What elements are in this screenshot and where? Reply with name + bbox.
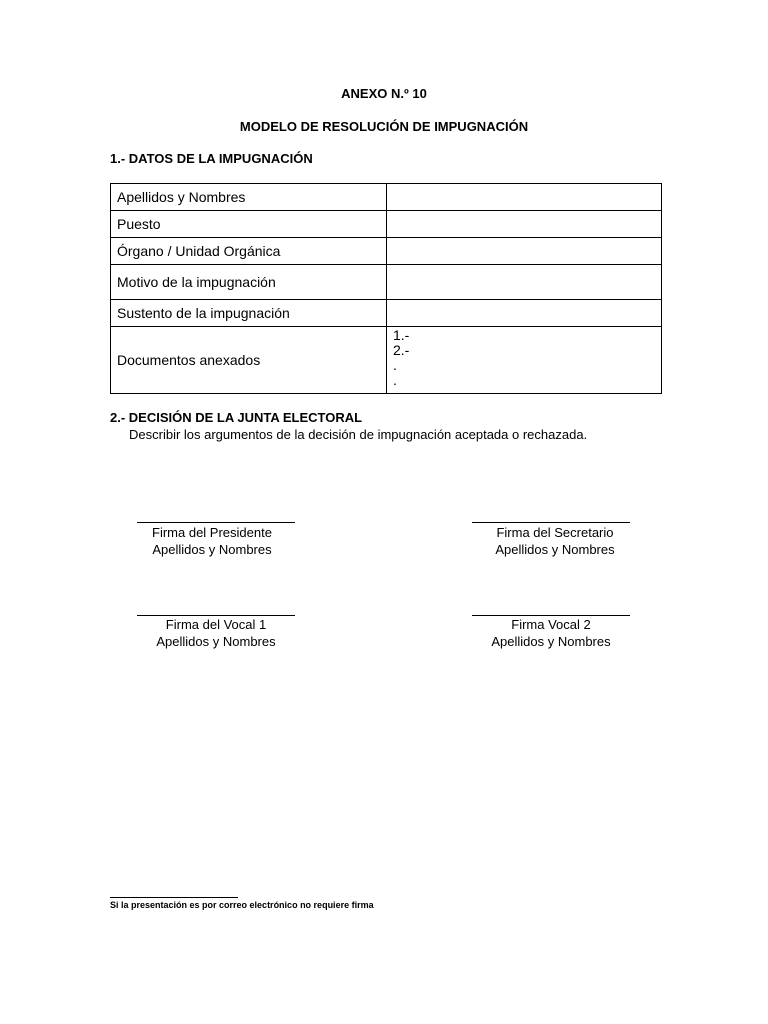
signature-block-presidente (112, 524, 312, 558)
signature-name: Apellidos y Nombres (491, 634, 611, 649)
signature-name: Apellidos y Nombres (152, 542, 272, 557)
row-label: Motivo de la impugnación (111, 265, 387, 300)
row-value-field[interactable] (387, 238, 662, 265)
row-label: Sustento de la impugnación (111, 300, 387, 327)
list-item: 1.- (393, 327, 410, 343)
row-label: Puesto (111, 211, 387, 238)
table-row (111, 238, 662, 265)
signature-role: Firma del Secretario (496, 525, 614, 540)
table-row (111, 300, 662, 327)
document-title: MODELO DE RESOLUCIÓN DE IMPUGNACIÓN (239, 119, 529, 134)
row-value-field[interactable] (387, 300, 662, 327)
row-value-field[interactable] (387, 211, 662, 238)
row-label: Órgano / Unidad Orgánica (111, 238, 387, 265)
signature-role: Firma del Vocal 1 (165, 617, 267, 632)
list-item: . (393, 372, 397, 388)
signature-line (472, 522, 630, 523)
table-row (111, 327, 662, 394)
signature-name: Apellidos y Nombres (156, 634, 276, 649)
table-row (111, 265, 662, 300)
signature-block-vocal-2 (451, 616, 651, 650)
section-2-description: Describir los argumentos de la decisión de impugnación aceptada o rechazada. (129, 427, 588, 442)
section-1-title: 1.- DATOS DE LA IMPUGNACIÓN (110, 151, 313, 166)
row-label: Documentos anexados (111, 327, 387, 394)
annex-title: ANEXO N.º 10 (341, 86, 427, 101)
row-value-field[interactable] (387, 184, 662, 211)
documents-list-field[interactable] (387, 327, 662, 394)
footnote-separator (110, 897, 238, 898)
signature-block-vocal-1 (116, 616, 316, 650)
signature-line (137, 522, 295, 523)
section-2-title: 2.- DECISIÓN DE LA JUNTA ELECTORAL (110, 410, 363, 425)
row-value-field[interactable] (387, 265, 662, 300)
list-item: . (393, 357, 397, 373)
table-row (111, 184, 662, 211)
signature-role: Firma del Presidente (152, 525, 272, 540)
table-row (111, 211, 662, 238)
signature-name: Apellidos y Nombres (495, 542, 615, 557)
signature-role: Firma Vocal 2 (511, 617, 591, 632)
impugnation-data-table (110, 183, 662, 394)
footnote: Si la presentación es por correo electrónico no requiere firma (110, 900, 374, 910)
row-label: Apellidos y Nombres (111, 184, 387, 211)
list-item: 2.- (393, 342, 410, 358)
signature-block-secretario (455, 524, 655, 558)
